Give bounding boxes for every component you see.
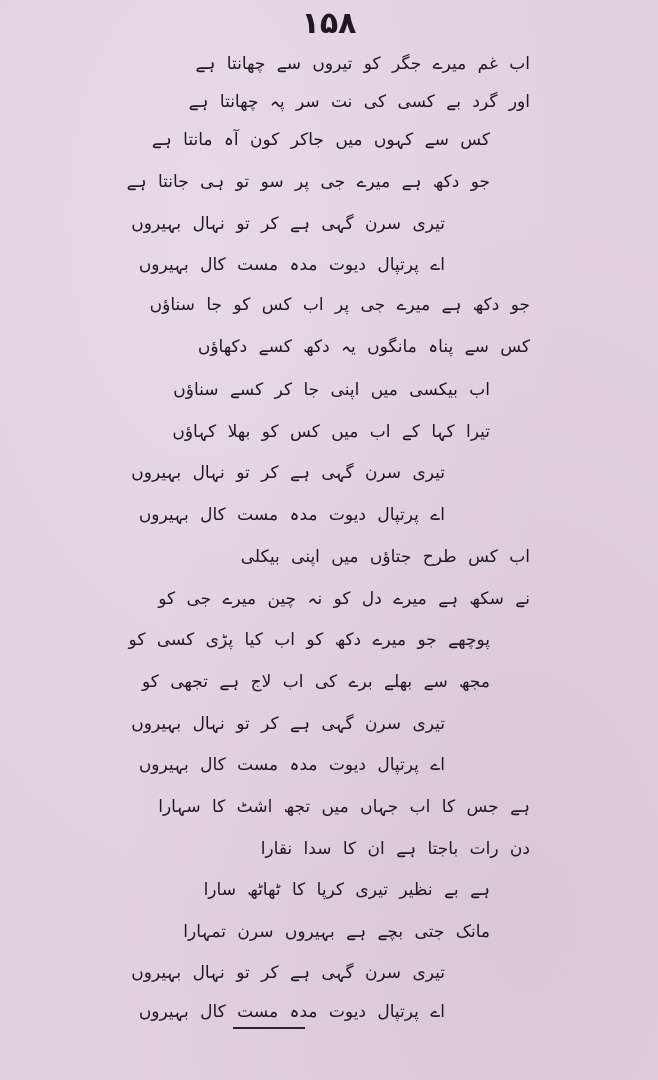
poem-line: اور گرد بے کسی کی نت سر پہ چھانتا ہے bbox=[188, 92, 530, 112]
poem-line: جو دکھ ہے میرے جی پر سو تو ہی جانتا ہے bbox=[126, 172, 490, 192]
poem-line: مجھ سے بھلے برے کی اب لاج ہے تجھی کو bbox=[141, 672, 490, 692]
refrain-line: اے پرتپال دیوت مدہ مست کال بہیروں bbox=[138, 1002, 445, 1022]
poem-line: اب کس طرح جتاؤں میں اپنی بیکلی bbox=[240, 547, 530, 567]
page-number: ۱۵۸ bbox=[301, 6, 357, 41]
refrain-line: اے پرتپال دیوت مدہ مست کال بہیروں bbox=[138, 505, 445, 525]
poem-line: جو دکھ ہے میرے جی پر اب کس کو جا سناؤں bbox=[149, 295, 530, 315]
poem-line: ہے بے نظیر تیری کرپا کا ٹھاٹھ سارا bbox=[203, 880, 490, 900]
refrain-line: تیری سرن گہی ہے کر تو نہال بہیروں bbox=[131, 463, 445, 483]
poem-line: مانک جتی بچے ہے بہیروں سرن تمہارا bbox=[183, 922, 490, 942]
refrain-line: اے پرتپال دیوت مدہ مست کال بہیروں bbox=[138, 755, 445, 775]
closing-rule bbox=[233, 1027, 305, 1029]
refrain-line: تیری سرن گہی ہے کر تو نہال بہیروں bbox=[131, 214, 445, 234]
poem-line: کس سے پناہ مانگوں یہ دکھ کسے دکھاؤں bbox=[197, 337, 530, 357]
poem-line: اب غم میرے جگر کو تیروں سے چھانتا ہے bbox=[195, 54, 530, 74]
poem-line: دن رات باجتا ہے ان کا سدا نقارا bbox=[260, 839, 530, 859]
refrain-line: اے پرتپال دیوت مدہ مست کال بہیروں bbox=[138, 255, 445, 275]
poem-line: ہے جس کا اب جہاں میں تجھ اشٹ کا سہارا bbox=[158, 797, 530, 817]
poem-line: تیرا کہا کے اب میں کس کو بھلا کہاؤں bbox=[172, 422, 490, 442]
poem-line: کس سے کہوں میں جاکر کون آہ مانتا ہے bbox=[151, 130, 490, 150]
refrain-line: تیری سرن گہی ہے کر تو نہال بہیروں bbox=[131, 714, 445, 734]
poem-line: نے سکھ ہے میرے دل کو نہ چین میرے جی کو bbox=[158, 589, 530, 609]
refrain-line: تیری سرن گہی ہے کر تو نہال بہیروں bbox=[131, 963, 445, 983]
poem-line: اب بیکسی میں اپنی جا کر کسے سناؤں bbox=[173, 380, 490, 400]
poem-line: پوچھے جو میرے دکھ کو اب کیا پڑی کسی کو bbox=[128, 630, 490, 650]
